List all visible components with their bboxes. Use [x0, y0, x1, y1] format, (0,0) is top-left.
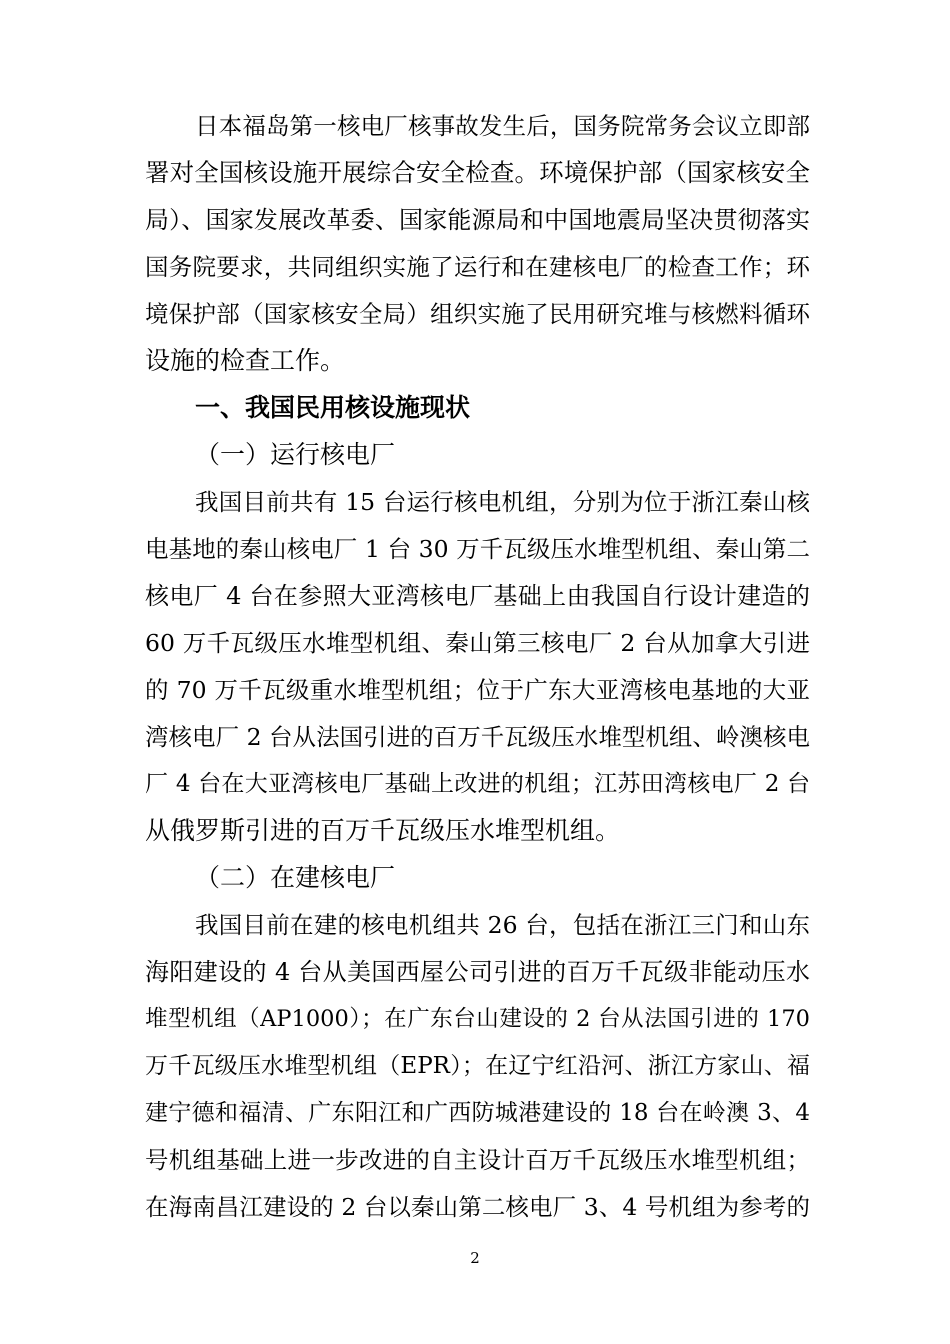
paragraph-1-line-2: 署对全国核设施开展综合安全检查。环境保护部（国家核安全	[145, 158, 810, 187]
paragraph-2-line-2: 电基地的秦山核电厂 1 台 30 万千瓦级压水堆型机组、秦山第二	[145, 535, 810, 563]
paragraph-2-line-5: 的 70 万千瓦级重水堆型机组；位于广东大亚湾核电基地的大亚	[145, 676, 810, 704]
paragraph-1-line-1: 日本福岛第一核电厂核事故发生后，国务院常务会议立即部	[195, 112, 810, 140]
paragraph-1-line-3: 局）、国家发展改革委、国家能源局和中国地震局坚决贯彻落实	[145, 206, 810, 234]
paragraph-2-line-7: 厂 4 台在大亚湾核电厂基础上改进的机组；江苏田湾核电厂 2 台	[145, 771, 810, 797]
paragraph-2-line-1: 我国目前共有 15 台运行核电机组，分别为位于浙江秦山核	[195, 488, 810, 516]
paragraph-3-line-7: 在海南昌江建设的 2 台以秦山第二核电厂 3、4 号机组为参考的	[145, 1193, 810, 1221]
paragraph-3-line-1: 我国目前在建的核电机组共 26 台，包括在浙江三门和山东	[195, 911, 810, 939]
paragraph-1-line-5: 境保护部（国家核安全局）组织实施了民用研究堆与核燃料循环	[145, 300, 810, 328]
section-heading-1: 一、我国民用核设施现状	[195, 393, 471, 422]
page-number: 2	[470, 1249, 480, 1267]
paragraph-2-line-6: 湾核电厂 2 台从法国引进的百万千瓦级压水堆型机组、岭澳核电	[145, 723, 810, 751]
subsection-heading-2: （二）在建核电厂	[195, 863, 396, 892]
paragraph-3-line-3: 堆型机组（AP1000）；在广东台山建设的 2 台从法国引进的 170	[145, 1006, 810, 1032]
paragraph-2-line-8: 从俄罗斯引进的百万千瓦级压水堆型机组。	[145, 816, 621, 845]
paragraph-3-line-4: 万千瓦级压水堆型机组（EPR）；在辽宁红沿河、浙江方家山、福	[145, 1053, 810, 1079]
paragraph-3-line-5: 建宁德和福清、广东阳江和广西防城港建设的 18 台在岭澳 3、4	[145, 1100, 810, 1126]
paragraph-3-line-2: 海阳建设的 4 台从美国西屋公司引进的百万千瓦级非能动压水	[145, 958, 810, 986]
paragraph-1-line-6: 设施的检查工作。	[145, 346, 346, 375]
subsection-heading-1: （一）运行核电厂	[195, 440, 396, 469]
paragraph-2-line-3: 核电厂 4 台在参照大亚湾核电厂基础上由我国自行设计建造的	[145, 582, 810, 610]
paragraph-3-line-6: 号机组基础上进一步改进的自主设计百万千瓦级压水堆型机组；	[145, 1146, 810, 1174]
paragraph-2-line-4: 60 万千瓦级压水堆型机组、秦山第三核电厂 2 台从加拿大引进	[145, 629, 810, 657]
paragraph-1-line-4: 国务院要求，共同组织实施了运行和在建核电厂的检查工作；环	[145, 253, 810, 281]
